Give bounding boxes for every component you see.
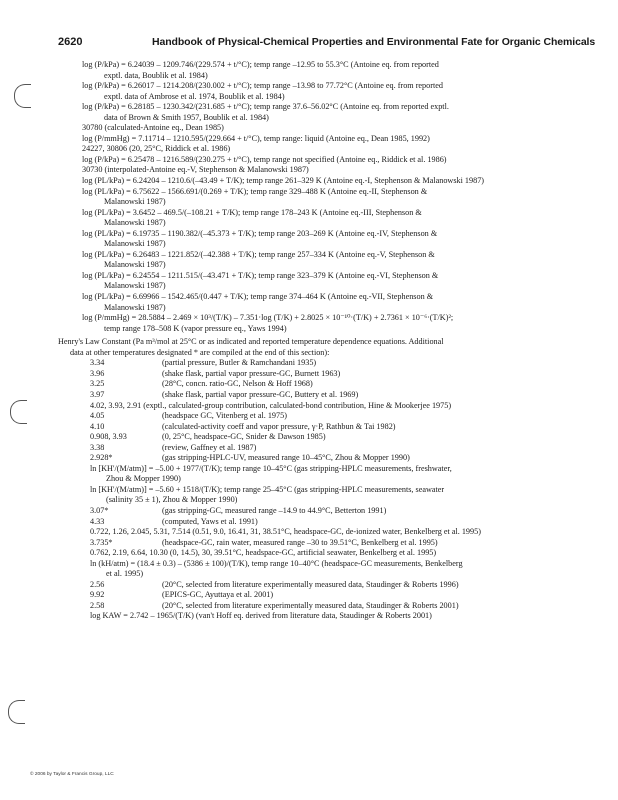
vapor-pressure-line: log (PL/kPa) = 6.75622 – 1566.691/(0.269 + T/K); temp range 329–488 K (Antoine eq.-II, Stephenson &	[82, 186, 428, 196]
henry-law-description: (20°C, selected from literature experimentally measured data, Staudinger & Roberts 1996)	[162, 579, 459, 589]
henry-law-value: 4.33	[90, 516, 105, 526]
henry-law-description: (shake flask, partial vapor pressure-GC, Buttery et al. 1969)	[162, 389, 359, 399]
vapor-pressure-line-cont: Malanowski 1987)	[104, 218, 166, 228]
henry-law-row	[58, 432, 598, 443]
henry-law-row	[58, 379, 598, 390]
henry-law-line: log KAW = 2.742 – 1965/(T/K) (van't Hoff eq. derived from literature data, Staudinger & Roberts 2001)	[90, 611, 432, 621]
vapor-pressure-line-cont: temp range 178–508 K (vapor pressure eq., Yaws 1994)	[104, 323, 287, 333]
vapor-pressure-line: log (P/kPa) = 6.28185 – 1230.342/(231.685 + t/°C); temp range 37.6–56.02°C (Antoine eq. from reported exptl.	[82, 102, 449, 112]
henry-law-value: 3.38	[90, 442, 105, 452]
henry-law-description: (EPICS-GC, Ayuttaya et al. 2001)	[162, 590, 274, 600]
henry-law-row	[58, 369, 598, 380]
henry-law-description: (28°C, concn. ratio-GC, Nelson & Hoff 1968)	[162, 379, 313, 389]
vapor-pressure-line: log (PL/kPa) = 6.26483 – 1221.852/(–42.388 + T/K); temp range 257–334 K (Antoine eq.-V, Stephenson &	[82, 249, 435, 259]
henry-law-description: (0, 25°C, headspace-GC, Snider & Dawson 1985)	[162, 432, 326, 442]
henry-law-value: 2.56	[90, 579, 105, 589]
henry-law-value: 3.07*	[90, 505, 109, 515]
copyright-footer: © 2006 by Taylor & Francis Group, LLC	[30, 772, 114, 777]
henry-law-intro-cont: data at other temperatures designated * are compiled at the end of this section):	[70, 347, 330, 357]
henry-law-description: (20°C, selected from literature experimentally measured data, Staudinger & Roberts 2001)	[162, 600, 459, 610]
henry-law-value: 3.25	[90, 379, 105, 389]
binder-hole-icon	[14, 84, 31, 108]
vapor-pressure-line: log (PL/kPa) = 6.24554 – 1211.515/(–43.471 + T/K); temp range 323–379 K (Antoine eq.-VI, Stephenson &	[82, 270, 439, 280]
vapor-pressure-line-cont: Malanowski 1987)	[104, 281, 166, 291]
henry-law-row	[58, 453, 598, 464]
vapor-pressure-line: log (PL/kPa) = 3.6452 – 469.5/(–108.21 + T/K); temp range 178–243 K (Antoine eq.-III, Stephenson &	[82, 207, 422, 217]
henry-law-row	[58, 517, 598, 528]
henry-law-value: 2.928*	[90, 453, 113, 463]
vapor-pressure-line: 30730 (interpolated-Antoine eq.-V, Stephenson & Malanowski 1987)	[82, 165, 309, 175]
henry-law-row	[58, 358, 598, 369]
henry-law-row	[58, 443, 598, 454]
vapor-pressure-line: log (P/mmHg) = 7.11714 – 1210.595/(229.664 + t/°C), temp range: liquid (Antoine eq., Dean 1985, 1992)	[82, 133, 430, 143]
henry-law-line-cont: Zhou & Mopper 1990)	[106, 474, 181, 484]
henry-law-line: 0.722, 1.26, 2.045, 5.31, 7.514 (0.51, 9.0, 16.41, 31, 38.51°C, headspace-GC, de-ionized water, Benkelberg et al. 1995)	[90, 527, 481, 537]
henry-law-row	[58, 590, 598, 601]
running-header-title: Handbook of Physical-Chemical Properties and Environmental Fate for Organic Chemicals	[152, 36, 596, 48]
vapor-pressure-line: log (P/kPa) = 6.24039 – 1209.746/(229.574 + t/°C); temp range –12.95 to 55.3°C (Antoine eq. from reported	[82, 60, 439, 69]
henry-law-line-cont: (salinity 35 ± 1), Zhou & Mopper 1990)	[106, 495, 238, 505]
henry-law-description: (computed, Yaws et al. 1991)	[162, 516, 258, 526]
henry-law-line: 0.762, 2.19, 6.64, 10.30 (0, 14.5), 30, 39.51°C, headspace-GC, artificial seawater, Benkelberg et al. 1995)	[90, 548, 437, 558]
henry-law-description: (headspace-GC, rain water, measured range –30 to 39.51°C, Benkelberg et al. 1995)	[162, 537, 438, 547]
henry-law-description: (partial pressure, Butler & Ramchandani 1935)	[162, 358, 317, 368]
henry-law-row	[58, 601, 598, 612]
henry-law-block	[58, 358, 598, 622]
vapor-pressure-line: log (P/mmHg) = 28.5884 – 2.469 × 10³/(T/K) – 7.351·log (T/K) + 2.8025 × 10⁻¹⁰·(T/K) + 2.7361 × 10⁻⁶·(T/K)²;	[82, 313, 454, 323]
henry-law-description: (calculated-activity coeff and vapor pressure, γ·P, Rathbun & Tai 1982)	[162, 421, 396, 431]
vapor-pressure-line-cont: Malanowski 1987)	[104, 260, 166, 270]
henry-law-row	[58, 538, 598, 549]
henry-law-intro: Henry's Law Constant (Pa m³/mol at 25°C or as indicated and reported temperature dependence equations. Additional	[58, 337, 444, 347]
henry-law-value: 3.735*	[90, 537, 113, 547]
vapor-pressure-line-cont: Malanowski 1987)	[104, 302, 166, 312]
henry-law-description: (headspace GC, Vitenberg et al. 1975)	[162, 411, 287, 421]
henry-law-line-cont: et al. 1995)	[106, 569, 144, 579]
henry-law-line: ln [KH'/(M/atm)] = –5.00 + 1977/(T/K); temp range 10–45°C (gas stripping-HPLC measurements, freshwater,	[90, 463, 452, 473]
vapor-pressure-line: log (P/kPa) = 6.26017 – 1214.208/(230.002 + t/°C); temp range –13.98 to 77.72°C (Antoine eq. from reported	[82, 81, 443, 91]
henry-law-line: ln [KH'/(M/atm)] = –5.60 + 1518/(T/K); temp range 25–45°C (gas stripping-HPLC measurements, seawater	[90, 484, 445, 494]
body-text	[58, 60, 598, 622]
binder-hole-icon	[10, 400, 27, 424]
vapor-pressure-block	[58, 60, 598, 334]
henry-law-value: 3.97	[90, 389, 105, 399]
henry-law-row	[58, 390, 598, 401]
henry-law-value: 9.92	[90, 590, 105, 600]
binder-hole-icon	[8, 700, 25, 724]
vapor-pressure-line: 24227, 30806 (20, 25°C, Riddick et al. 1986)	[82, 144, 231, 154]
henry-law-row	[58, 411, 598, 422]
henry-law-description: (review, Gaffney et al. 1987)	[162, 442, 257, 452]
henry-law-value: 3.96	[90, 368, 105, 378]
henry-law-value: 0.908, 3.93	[90, 432, 127, 442]
henry-law-description: (gas stripping-HPLC-UV, measured range 10–45°C, Zhou & Mopper 1990)	[162, 453, 410, 463]
vapor-pressure-line: 30780 (calculated-Antoine eq., Dean 1985)	[82, 123, 224, 133]
henry-law-value: 3.34	[90, 358, 105, 368]
henry-law-line: ln (kH/atm) = (18.4 ± 0.3) – (5386 ± 100)/(T/K), temp range 10–40°C (headspace-GC measurements, Benkelberg	[90, 558, 463, 568]
henry-law-value: 2.58	[90, 600, 105, 610]
page-number: 2620	[58, 36, 83, 48]
henry-law-line: 4.02, 3.93, 2.91 (exptl., calculated-group contribution, calculated-bond contribution, Hine & Mookerjee 1975)	[90, 400, 452, 410]
vapor-pressure-line: log (P/kPa) = 6.25478 – 1216.589/(230.275 + t/°C), temp range not specified (Antoine eq., Riddick et al. 1986)	[82, 154, 447, 164]
vapor-pressure-line-cont: data of Brown & Smith 1957, Boublik et al. 1984)	[104, 112, 269, 122]
vapor-pressure-line: log (PL/kPa) = 6.24204 – 1210.6/(–43.49 + T/K); temp range 261–329 K (Antoine eq.-I, Stephenson & Malanowski 1987)	[82, 176, 485, 186]
vapor-pressure-line-cont: exptl. data, Boublik et al. 1984)	[104, 70, 208, 80]
henry-law-description: (gas stripping-GC, measured range –14.9 to 44.9°C, Betterton 1991)	[162, 505, 387, 515]
henry-law-value: 4.05	[90, 411, 105, 421]
henry-law-row	[58, 506, 598, 517]
henry-law-row	[58, 580, 598, 591]
vapor-pressure-line-cont: exptl. data of Ambrose et al. 1974, Boublik et al. 1984)	[104, 91, 285, 101]
henry-law-description: (shake flask, partial vapor pressure-GC, Burnett 1963)	[162, 368, 341, 378]
vapor-pressure-line-cont: Malanowski 1987)	[104, 239, 166, 249]
henry-law-row	[58, 422, 598, 433]
vapor-pressure-line-cont: Malanowski 1987)	[104, 197, 166, 207]
vapor-pressure-line: log (PL/kPa) = 6.69966 – 1542.465/(0.447 + T/K); temp range 374–464 K (Antoine eq.-VII, Stephenson &	[82, 292, 434, 302]
henry-law-value: 4.10	[90, 421, 105, 431]
vapor-pressure-line: log (PL/kPa) = 6.19735 – 1190.382/(–45.373 + T/K); temp range 203–269 K (Antoine eq.-IV, Stephenson &	[82, 228, 438, 238]
